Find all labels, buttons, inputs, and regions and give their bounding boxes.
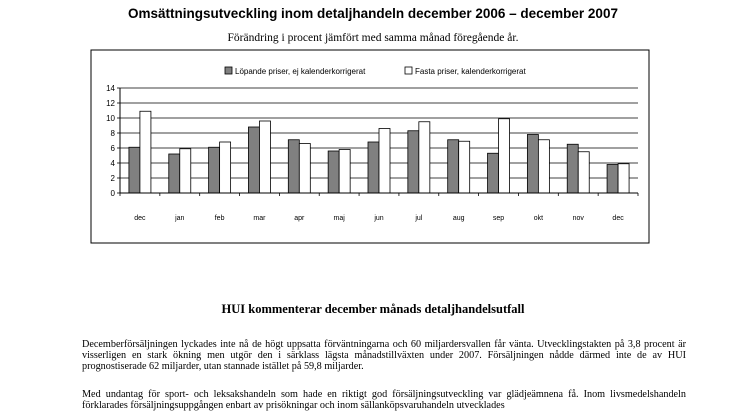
legend-label-series-1: Löpande priser, ej kalenderkorrigerat [235, 67, 366, 76]
bar-fasta-jan [180, 149, 191, 193]
y-tick-label: 6 [110, 144, 115, 153]
bar-lopande-okt [527, 135, 538, 194]
bar-fasta-dec [140, 111, 151, 193]
bar-fasta-nov [578, 152, 589, 193]
x-tick-label: apr [294, 215, 305, 222]
x-tick-label: nov [572, 215, 584, 222]
x-tick-label: jul [415, 215, 423, 222]
x-tick-label: maj [333, 215, 345, 222]
bar-lopande-aug [448, 140, 459, 193]
y-tick-label: 14 [106, 84, 115, 93]
y-tick-label: 2 [110, 174, 115, 183]
bar-lopande-feb [209, 147, 220, 193]
bar-lopande-mar [248, 127, 259, 193]
x-tick-label: sep [492, 215, 505, 222]
bar-lopande-jan [169, 154, 180, 193]
bar-lopande-sep [488, 153, 499, 193]
bar-lopande-dec [129, 147, 140, 193]
bar-lopande-jun [368, 142, 379, 193]
chart-subtitle: Förändring i procent jämfört med samma månad föregående år. [227, 32, 519, 44]
bar-fasta-feb [220, 142, 231, 193]
x-tick-label: feb [214, 215, 225, 222]
legend-label-series-2: Fasta priser, kalenderkorrigerat [415, 67, 526, 76]
x-tick-label: dec [612, 215, 624, 222]
x-tick-label: aug [452, 215, 465, 222]
bar-fasta-okt [538, 140, 549, 193]
bar-lopande-maj [328, 151, 339, 193]
bar-lopande-apr [288, 140, 299, 193]
x-tick-label: okt [533, 215, 544, 222]
bar-fasta-jun [379, 129, 390, 194]
bar-lopande-jul [408, 131, 419, 193]
article-paragraph: Decemberförsäljningen lyckades inte nå de högt uppsatta förväntningarna och 60 miljardersvallen får vänta. Utvecklingstakten på 3,8 procent är visserligen en stark ökning men utgör den i särklass lägsta månadstillväxten under 2007. Försäljningen nådde därmed inte de av HUI prognostiserade 62 miljarder, utan stannade istället på 59,8 miljarder. [82, 339, 686, 372]
chart-title: Omsättningsutveckling inom detaljhandeln december 2006 – december 2007 [128, 6, 618, 21]
legend-swatch-series-1 [225, 67, 232, 74]
article-paragraph: Med undantag för sport- och leksakshandeln som hade en riktigt god försäljningsutveckling var glädjeämnena få. Inom livsmedelshandeln förklarades försäljningsuppgången enbart av prisökningar och inom sällanköpsvaruhandeln utvecklades [82, 389, 686, 411]
y-tick-label: 12 [106, 99, 115, 108]
bar-fasta-apr [299, 144, 310, 194]
bar-lopande-dec [607, 165, 618, 194]
y-tick-label: 8 [110, 129, 115, 138]
y-tick-label: 4 [110, 159, 115, 168]
y-tick-label: 0 [110, 189, 115, 198]
article-heading: HUI kommenterar december månads detaljhandelsutfall [221, 302, 525, 316]
x-tick-label: dec [134, 215, 146, 222]
x-tick-label: mar [253, 215, 266, 222]
bar-fasta-mar [259, 121, 270, 193]
x-tick-label: jun [374, 215, 384, 222]
bar-fasta-aug [459, 141, 470, 193]
bar-fasta-sep [499, 119, 510, 193]
bar-lopande-nov [567, 144, 578, 193]
x-tick-label: jan [175, 215, 185, 222]
bar-fasta-jul [419, 122, 430, 193]
bar-fasta-maj [339, 150, 350, 194]
y-tick-label: 10 [106, 114, 115, 123]
legend-swatch-series-2 [405, 67, 412, 74]
bar-fasta-dec [618, 164, 629, 193]
